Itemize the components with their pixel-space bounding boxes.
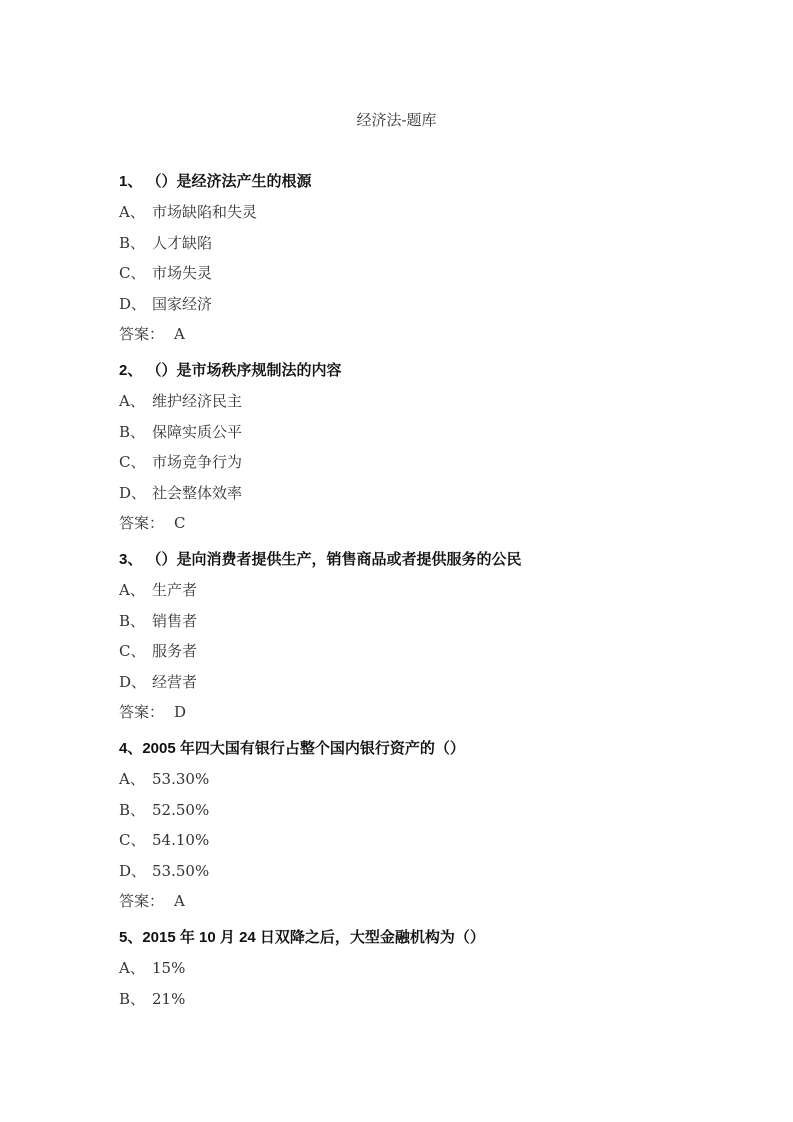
option bbox=[119, 984, 679, 1015]
option bbox=[119, 764, 679, 795]
option-label: C、 bbox=[119, 453, 146, 471]
question-text: 5、2015 年 10 月 24 日双降之后，大型金融机构为（） bbox=[119, 929, 485, 946]
option-text: 人才缺陷 bbox=[152, 233, 213, 252]
option-text: 53.50% bbox=[152, 861, 210, 880]
option-text: 市场失灵 bbox=[152, 264, 213, 282]
option-text: 市场竞争行为 bbox=[152, 453, 243, 471]
option bbox=[119, 953, 679, 984]
option-label: B、 bbox=[119, 422, 146, 441]
answer bbox=[119, 886, 679, 917]
question-block bbox=[119, 734, 679, 917]
answer bbox=[119, 319, 679, 350]
option bbox=[119, 825, 679, 856]
option-label: D、 bbox=[119, 861, 147, 880]
option-text: 21% bbox=[152, 989, 186, 1008]
option-label: B、 bbox=[119, 800, 146, 819]
option-label: C、 bbox=[119, 831, 146, 849]
answer-label: 答案： bbox=[119, 514, 165, 532]
question-list bbox=[119, 167, 679, 1021]
answer bbox=[119, 697, 679, 728]
option-text: 销售者 bbox=[152, 611, 198, 630]
option-label: A、 bbox=[119, 959, 145, 977]
option bbox=[119, 636, 679, 667]
option-text: 维护经济民主 bbox=[152, 392, 243, 410]
option bbox=[119, 228, 679, 259]
option-text: 54.10% bbox=[152, 831, 210, 849]
answer-label: 答案： bbox=[119, 892, 165, 910]
option-text: 53.30% bbox=[152, 770, 210, 788]
question-text: 1、 （）是经济法产生的根源 bbox=[119, 173, 312, 190]
option bbox=[119, 795, 679, 826]
option bbox=[119, 575, 679, 606]
option-label: A、 bbox=[119, 203, 145, 221]
answer-value: C bbox=[174, 514, 186, 532]
option bbox=[119, 447, 679, 478]
question-block bbox=[119, 923, 679, 1014]
document-title: 经济法-题库 bbox=[356, 111, 437, 129]
option-label: B、 bbox=[119, 233, 146, 252]
option-label: D、 bbox=[119, 294, 147, 313]
option-text: 生产者 bbox=[152, 581, 198, 599]
question-text: 4、2005 年四大国有银行占整个国内银行资产的（） bbox=[119, 740, 465, 757]
option-label: A、 bbox=[119, 392, 145, 410]
option-text: 15% bbox=[152, 959, 186, 977]
option bbox=[119, 667, 679, 698]
option-label: D、 bbox=[119, 483, 147, 502]
option-label: A、 bbox=[119, 581, 145, 599]
option-text: 52.50% bbox=[152, 800, 210, 819]
answer-label: 答案： bbox=[119, 703, 165, 721]
answer-value: D bbox=[174, 703, 187, 721]
option-label: B、 bbox=[119, 989, 146, 1008]
answer-label: 答案： bbox=[119, 325, 165, 343]
question-block bbox=[119, 167, 679, 350]
option-text: 国家经济 bbox=[152, 294, 213, 313]
question-block bbox=[119, 545, 679, 728]
option-text: 服务者 bbox=[152, 642, 198, 660]
option bbox=[119, 258, 679, 289]
answer-value: A bbox=[174, 892, 185, 910]
option-label: C、 bbox=[119, 264, 146, 282]
option-text: 保障实质公平 bbox=[152, 422, 243, 441]
option-text: 市场缺陷和失灵 bbox=[152, 203, 258, 221]
question-text: 2、 （）是市场秩序规制法的内容 bbox=[119, 362, 342, 379]
answer-value: A bbox=[174, 325, 185, 343]
question-block bbox=[119, 356, 679, 539]
option-label: B、 bbox=[119, 611, 146, 630]
option bbox=[119, 606, 679, 637]
option-text: 社会整体效率 bbox=[152, 483, 243, 502]
option bbox=[119, 197, 679, 228]
option bbox=[119, 289, 679, 320]
option bbox=[119, 386, 679, 417]
option-text: 经营者 bbox=[152, 672, 198, 691]
question-text: 3、 （）是向消费者提供生产，销售商品或者提供服务的公民 bbox=[119, 551, 522, 568]
option bbox=[119, 417, 679, 448]
answer bbox=[119, 508, 679, 539]
option bbox=[119, 856, 679, 887]
option bbox=[119, 478, 679, 509]
option-label: A、 bbox=[119, 770, 145, 788]
option-label: D、 bbox=[119, 672, 147, 691]
option-label: C、 bbox=[119, 642, 146, 660]
